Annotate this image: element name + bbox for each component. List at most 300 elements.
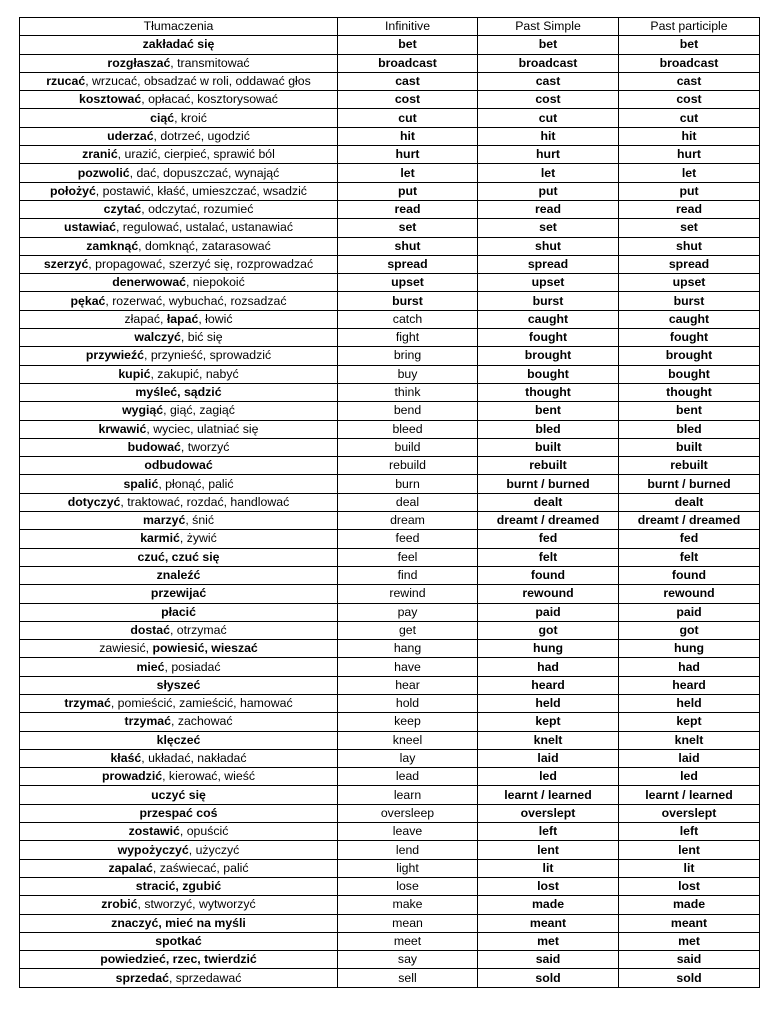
infinitive-cell: lend: [338, 841, 478, 859]
past-participle-cell: let: [619, 164, 760, 182]
past-participle-cell: laid: [619, 749, 760, 767]
translation-text: położyć: [50, 183, 96, 198]
past-simple-cell: rewound: [478, 585, 619, 603]
table-row: [20, 823, 760, 841]
past-simple-cell: dreamt / dreamed: [478, 512, 619, 530]
infinitive-cell: bleed: [338, 420, 478, 438]
past-participle-cell: learnt / learned: [619, 786, 760, 804]
infinitive-cell: burn: [338, 475, 478, 493]
translation-cell: [20, 768, 338, 786]
infinitive-cell: lay: [338, 749, 478, 767]
past-participle-cell: bought: [619, 365, 760, 383]
table-row: [20, 182, 760, 200]
translation-text: myśleć, sądzić: [135, 385, 222, 400]
translation-text: spalić: [123, 476, 159, 491]
past-participle-cell: heard: [619, 676, 760, 694]
past-participle-cell: sold: [619, 969, 760, 987]
infinitive-cell: hurt: [338, 146, 478, 164]
translation-cell: [20, 164, 338, 182]
translation-cell: [20, 859, 338, 877]
past-simple-cell: had: [478, 658, 619, 676]
translation-cell: [20, 841, 338, 859]
translation-text: znaczyć, mieć na myśli: [111, 915, 246, 930]
past-simple-cell: upset: [478, 274, 619, 292]
past-participle-cell: set: [619, 219, 760, 237]
past-simple-cell: spread: [478, 255, 619, 273]
translation-text: przywieźć: [85, 348, 144, 363]
table-row: [20, 512, 760, 530]
infinitive-cell: dream: [338, 512, 478, 530]
table-row: [20, 548, 760, 566]
past-participle-cell: read: [619, 200, 760, 218]
translation-text: , śnić: [185, 513, 215, 528]
translation-cell: [20, 512, 338, 530]
translation-text: , wyciec, ulatniać się: [146, 421, 259, 436]
translation-text: , zaświecać, palić: [152, 860, 249, 875]
translation-cell: [20, 914, 338, 932]
translation-cell: [20, 329, 338, 347]
infinitive-cell: keep: [338, 713, 478, 731]
translation-text: dotyczyć: [67, 494, 121, 509]
infinitive-cell: say: [338, 951, 478, 969]
past-participle-cell: lost: [619, 877, 760, 895]
past-simple-cell: burst: [478, 292, 619, 310]
past-participle-cell: hurt: [619, 146, 760, 164]
past-participle-cell: paid: [619, 603, 760, 621]
past-simple-cell: caught: [478, 310, 619, 328]
table-row: [20, 457, 760, 475]
past-simple-cell: kept: [478, 713, 619, 731]
table-row: [20, 731, 760, 749]
translation-text: łapać: [166, 311, 199, 326]
translation-text: , niepokoić: [186, 275, 245, 290]
past-simple-cell: cut: [478, 109, 619, 127]
translation-text: wypożyczyć: [117, 842, 189, 857]
past-participle-cell: dreamt / dreamed: [619, 512, 760, 530]
translation-cell: [20, 676, 338, 694]
past-simple-cell: heard: [478, 676, 619, 694]
translation-cell: [20, 585, 338, 603]
translation-text: trzymać: [124, 714, 171, 729]
past-simple-cell: bet: [478, 36, 619, 54]
table-row: [20, 713, 760, 731]
irregular-verbs-table: [19, 17, 760, 988]
past-simple-cell: found: [478, 566, 619, 584]
past-participle-cell: thought: [619, 383, 760, 401]
translation-text: , pomieścić, zamieścić, hamować: [110, 696, 293, 711]
table-row: [20, 969, 760, 987]
translation-text: przespać coś: [139, 805, 218, 820]
translation-text: , stworzyć, wytworzyć: [137, 897, 256, 912]
translation-cell: [20, 694, 338, 712]
infinitive-cell: hear: [338, 676, 478, 694]
past-simple-cell: cost: [478, 91, 619, 109]
infinitive-cell: kneel: [338, 731, 478, 749]
past-participle-cell: dealt: [619, 493, 760, 511]
table-row: [20, 621, 760, 639]
infinitive-cell: catch: [338, 310, 478, 328]
table-row: [20, 146, 760, 164]
table-row: [20, 347, 760, 365]
table-row: [20, 951, 760, 969]
table-row: [20, 200, 760, 218]
translation-text: , zachować: [170, 714, 233, 729]
translation-text: , transmitować: [170, 55, 250, 70]
past-simple-cell: hung: [478, 640, 619, 658]
past-participle-cell: broadcast: [619, 54, 760, 72]
translation-cell: [20, 640, 338, 658]
translation-cell: [20, 786, 338, 804]
past-simple-cell: burnt / burned: [478, 475, 619, 493]
table-row: [20, 585, 760, 603]
infinitive-cell: make: [338, 896, 478, 914]
past-simple-cell: laid: [478, 749, 619, 767]
past-participle-cell: bled: [619, 420, 760, 438]
translation-text: kupić: [118, 366, 151, 381]
infinitive-cell: cast: [338, 72, 478, 90]
table-row: [20, 255, 760, 273]
column-header-translations: Tłumaczenia: [20, 18, 338, 36]
past-simple-cell: meant: [478, 914, 619, 932]
infinitive-cell: upset: [338, 274, 478, 292]
past-participle-cell: found: [619, 566, 760, 584]
translation-text: rozgłaszać: [107, 55, 171, 70]
table-row: [20, 530, 760, 548]
table-row: [20, 72, 760, 90]
past-participle-cell: fed: [619, 530, 760, 548]
past-participle-cell: met: [619, 932, 760, 950]
translation-text: , łowić: [198, 311, 233, 326]
past-simple-cell: put: [478, 182, 619, 200]
translation-text: , regulować, ustalać, ustanawiać: [115, 220, 293, 235]
translation-text: , opłacać, kosztorysować: [141, 92, 278, 107]
infinitive-cell: burst: [338, 292, 478, 310]
infinitive-cell: find: [338, 566, 478, 584]
past-participle-cell: bet: [619, 36, 760, 54]
translation-cell: [20, 804, 338, 822]
translation-text: , propagować, szerzyć się, rozprowadzać: [88, 257, 314, 271]
past-participle-cell: caught: [619, 310, 760, 328]
infinitive-cell: feel: [338, 548, 478, 566]
past-participle-cell: put: [619, 182, 760, 200]
translation-cell: [20, 823, 338, 841]
past-simple-cell: hurt: [478, 146, 619, 164]
infinitive-cell: sell: [338, 969, 478, 987]
table-row: [20, 493, 760, 511]
translation-text: denerwować: [112, 275, 186, 290]
translation-text: , posiadać: [164, 659, 221, 674]
translation-cell: [20, 530, 338, 548]
table-row: [20, 786, 760, 804]
translation-text: znaleźć: [156, 568, 201, 583]
translation-text: dostać: [130, 622, 170, 637]
table-row: [20, 566, 760, 584]
translation-cell: [20, 621, 338, 639]
translation-cell: [20, 457, 338, 475]
table-row: [20, 640, 760, 658]
table-row: [20, 54, 760, 72]
translation-text: , opuścić: [179, 824, 229, 839]
translation-cell: [20, 951, 338, 969]
translation-text: , rozerwać, wybuchać, rozsadzać: [105, 293, 287, 308]
translation-text: , domknąć, zatarasować: [138, 238, 271, 253]
past-simple-cell: lent: [478, 841, 619, 859]
translation-text: płacić: [161, 604, 196, 619]
infinitive-cell: let: [338, 164, 478, 182]
infinitive-cell: shut: [338, 237, 478, 255]
past-simple-cell: fought: [478, 329, 619, 347]
infinitive-cell: have: [338, 658, 478, 676]
table-row: [20, 402, 760, 420]
translation-text: , sprzedawać: [168, 970, 242, 985]
table-row: [20, 219, 760, 237]
infinitive-cell: put: [338, 182, 478, 200]
translation-cell: [20, 182, 338, 200]
translation-cell: [20, 658, 338, 676]
translation-text: , bić się: [180, 330, 223, 345]
infinitive-cell: broadcast: [338, 54, 478, 72]
translation-text: , wrzucać, obsadzać w roli, oddawać głos: [85, 74, 311, 89]
translation-text: trzymać: [64, 696, 111, 711]
past-simple-cell: said: [478, 951, 619, 969]
past-simple-cell: broadcast: [478, 54, 619, 72]
table-row: [20, 896, 760, 914]
past-participle-cell: knelt: [619, 731, 760, 749]
translation-cell: [20, 548, 338, 566]
translation-cell: [20, 566, 338, 584]
past-participle-cell: had: [619, 658, 760, 676]
infinitive-cell: cost: [338, 91, 478, 109]
table-row: [20, 768, 760, 786]
past-participle-cell: felt: [619, 548, 760, 566]
past-participle-cell: hung: [619, 640, 760, 658]
infinitive-cell: think: [338, 383, 478, 401]
table-row: [20, 804, 760, 822]
infinitive-cell: hit: [338, 127, 478, 145]
infinitive-cell: rebuild: [338, 457, 478, 475]
translation-cell: [20, 877, 338, 895]
translation-text: szerzyć: [43, 257, 89, 271]
table-row: [20, 475, 760, 493]
past-participle-cell: got: [619, 621, 760, 639]
translation-cell: [20, 72, 338, 90]
past-simple-cell: felt: [478, 548, 619, 566]
past-participle-cell: upset: [619, 274, 760, 292]
translation-cell: [20, 219, 338, 237]
translation-text: powiesić, wieszać: [152, 641, 258, 656]
translation-cell: [20, 310, 338, 328]
infinitive-cell: rewind: [338, 585, 478, 603]
translation-text: kosztować: [79, 92, 142, 107]
past-simple-cell: brought: [478, 347, 619, 365]
table-row: [20, 841, 760, 859]
table-row: [20, 91, 760, 109]
table-row: [20, 676, 760, 694]
table-row: [20, 859, 760, 877]
infinitive-cell: pay: [338, 603, 478, 621]
past-simple-cell: overslept: [478, 804, 619, 822]
translation-cell: [20, 731, 338, 749]
infinitive-cell: spread: [338, 255, 478, 273]
past-participle-cell: held: [619, 694, 760, 712]
infinitive-cell: buy: [338, 365, 478, 383]
infinitive-cell: meet: [338, 932, 478, 950]
translation-text: marzyć: [142, 513, 186, 528]
infinitive-cell: light: [338, 859, 478, 877]
translation-cell: [20, 969, 338, 987]
past-simple-cell: got: [478, 621, 619, 639]
past-participle-cell: said: [619, 951, 760, 969]
translation-text: przewijać: [150, 586, 207, 601]
past-simple-cell: learnt / learned: [478, 786, 619, 804]
translation-cell: [20, 365, 338, 383]
infinitive-cell: oversleep: [338, 804, 478, 822]
translation-text: budować: [127, 439, 181, 454]
translation-text: uderzać: [107, 128, 154, 143]
infinitive-cell: deal: [338, 493, 478, 511]
table-row: [20, 329, 760, 347]
table-row: [20, 877, 760, 895]
translation-text: , kierować, wieść: [162, 769, 256, 784]
translation-text: , przynieść, sprowadzić: [143, 348, 272, 363]
translation-text: powiedzieć, rzec, twierdzić: [100, 952, 257, 967]
infinitive-cell: feed: [338, 530, 478, 548]
translation-text: ustawiać: [64, 220, 116, 235]
past-participle-cell: shut: [619, 237, 760, 255]
past-participle-cell: cast: [619, 72, 760, 90]
infinitive-cell: bring: [338, 347, 478, 365]
translation-text: zawiesić,: [99, 641, 153, 656]
infinitive-cell: mean: [338, 914, 478, 932]
infinitive-cell: hang: [338, 640, 478, 658]
past-participle-cell: burst: [619, 292, 760, 310]
past-simple-cell: led: [478, 768, 619, 786]
translation-text: zranić: [82, 147, 118, 162]
translation-text: kłaść: [110, 751, 142, 766]
past-participle-cell: led: [619, 768, 760, 786]
translation-text: , tworzyć: [180, 439, 230, 454]
past-participle-cell: lit: [619, 859, 760, 877]
translation-cell: [20, 109, 338, 127]
translation-cell: [20, 292, 338, 310]
translation-text: , zakupić, nabyć: [150, 366, 239, 381]
translation-cell: [20, 402, 338, 420]
translation-text: , postawić, kłaść, umieszczać, wsadzić: [95, 183, 307, 198]
translation-text: , traktować, rozdać, handlować: [120, 494, 290, 509]
past-participle-cell: spread: [619, 255, 760, 273]
translation-text: zamknąć: [86, 238, 139, 253]
translation-text: zostawić: [128, 824, 180, 839]
infinitive-cell: leave: [338, 823, 478, 841]
translation-text: zapalać: [108, 860, 153, 875]
past-participle-cell: left: [619, 823, 760, 841]
translation-cell: [20, 274, 338, 292]
table-row: [20, 109, 760, 127]
table-body: [20, 36, 760, 987]
translation-cell: [20, 36, 338, 54]
table-row: [20, 36, 760, 54]
infinitive-cell: bend: [338, 402, 478, 420]
past-simple-cell: left: [478, 823, 619, 841]
translation-text: karmić: [140, 531, 180, 546]
translation-text: spotkać: [155, 933, 202, 948]
translation-text: pękać: [70, 293, 106, 308]
past-simple-cell: set: [478, 219, 619, 237]
past-simple-cell: read: [478, 200, 619, 218]
past-participle-cell: hit: [619, 127, 760, 145]
infinitive-cell: bet: [338, 36, 478, 54]
table-row: [20, 420, 760, 438]
past-simple-cell: bought: [478, 365, 619, 383]
translation-cell: [20, 493, 338, 511]
past-simple-cell: lit: [478, 859, 619, 877]
past-participle-cell: built: [619, 438, 760, 456]
translation-text: czuć, czuć się: [137, 549, 220, 564]
past-simple-cell: let: [478, 164, 619, 182]
past-simple-cell: bled: [478, 420, 619, 438]
translation-cell: [20, 237, 338, 255]
table-row: [20, 932, 760, 950]
translation-text: słyszeć: [156, 677, 201, 692]
past-simple-cell: hit: [478, 127, 619, 145]
past-simple-cell: rebuilt: [478, 457, 619, 475]
translation-text: zakładać się: [142, 37, 215, 52]
column-header-infinitive: Infinitive: [338, 18, 478, 36]
table-row: [20, 438, 760, 456]
translation-text: , otrzymać: [169, 622, 227, 637]
translation-cell: [20, 347, 338, 365]
translation-cell: [20, 749, 338, 767]
translation-text: pozwolić: [77, 165, 130, 180]
infinitive-cell: lead: [338, 768, 478, 786]
table-row: [20, 383, 760, 401]
past-participle-cell: kept: [619, 713, 760, 731]
translation-text: czytać: [103, 202, 142, 217]
translation-cell: [20, 438, 338, 456]
translation-text: , układać, nakładać: [141, 751, 247, 766]
table-row: [20, 164, 760, 182]
header-row: [20, 18, 760, 36]
past-participle-cell: cost: [619, 91, 760, 109]
past-participle-cell: overslept: [619, 804, 760, 822]
infinitive-cell: hold: [338, 694, 478, 712]
translation-text: , kroić: [174, 110, 207, 125]
translation-cell: [20, 896, 338, 914]
past-simple-cell: cast: [478, 72, 619, 90]
past-simple-cell: paid: [478, 603, 619, 621]
translation-text: ciąć: [150, 110, 175, 125]
past-simple-cell: lost: [478, 877, 619, 895]
table-row: [20, 127, 760, 145]
translation-cell: [20, 127, 338, 145]
translation-text: uczyć się: [151, 787, 206, 802]
translation-text: , płonąć, palić: [158, 476, 234, 491]
table-row: [20, 694, 760, 712]
infinitive-cell: lose: [338, 877, 478, 895]
past-participle-cell: made: [619, 896, 760, 914]
table-row: [20, 658, 760, 676]
translation-text: odbudować: [144, 458, 213, 473]
infinitive-cell: cut: [338, 109, 478, 127]
past-simple-cell: knelt: [478, 731, 619, 749]
past-simple-cell: dealt: [478, 493, 619, 511]
translation-text: , urazić, cierpieć, sprawić ból: [117, 147, 275, 162]
past-simple-cell: bent: [478, 402, 619, 420]
translation-text: , odczytać, rozumieć: [141, 202, 254, 217]
past-simple-cell: thought: [478, 383, 619, 401]
past-participle-cell: meant: [619, 914, 760, 932]
infinitive-cell: learn: [338, 786, 478, 804]
